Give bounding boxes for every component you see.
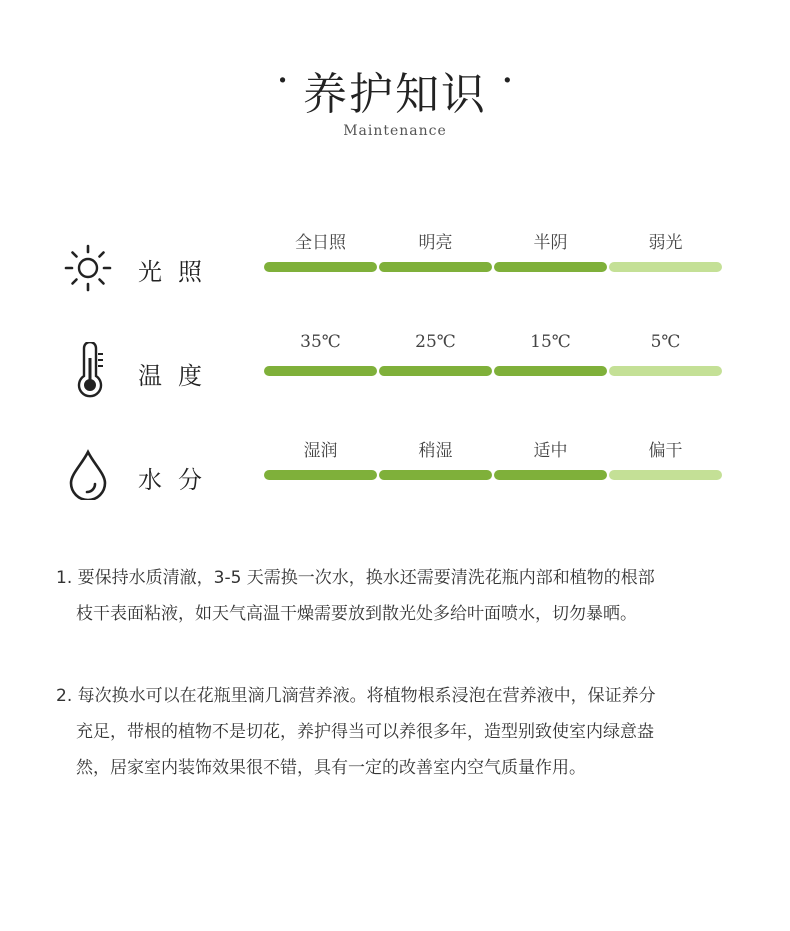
- level-bar: [264, 470, 377, 480]
- water-drop-icon: [62, 448, 114, 500]
- level-label: 5℃: [650, 332, 681, 352]
- level-label: 明亮: [418, 233, 453, 253]
- level-bar: [609, 366, 722, 376]
- care-row-temperature: [0, 332, 790, 412]
- level-bar: [264, 262, 377, 272]
- title-dot-right: ·: [501, 58, 514, 104]
- level-label: 35℃: [300, 332, 341, 352]
- care-row-label: 温度: [138, 362, 218, 390]
- care-note-2: [56, 678, 746, 786]
- level-label: 15℃: [530, 332, 571, 352]
- title-dot-left: ·: [276, 58, 289, 104]
- level-label: 适中: [533, 441, 568, 461]
- title-row: [0, 58, 790, 122]
- care-row-label: 水分: [138, 466, 218, 494]
- level-label: 湿润: [303, 441, 338, 461]
- level-label: 半阴: [533, 233, 568, 253]
- care-row-light: [0, 228, 790, 308]
- note-line: 充足，带根的植物不是切花，养护得当可以养很多年，造型别致使室内绿意盎: [76, 722, 654, 742]
- level-label: 稍湿: [418, 441, 453, 461]
- level-bar: [494, 262, 607, 272]
- level-bar: [494, 470, 607, 480]
- note-line: 然，居家室内装饰效果很不错，具有一定的改善室内空气质量作用。: [76, 758, 586, 778]
- level-bar: [379, 262, 492, 272]
- level-bar: [609, 262, 722, 272]
- level-label: 25℃: [415, 332, 456, 352]
- level-bar: [264, 366, 377, 376]
- level-label: 偏干: [648, 441, 683, 461]
- level-bar: [609, 470, 722, 480]
- page-title: 养护知识: [303, 69, 487, 120]
- care-note-1: [56, 560, 746, 632]
- level-bar: [379, 366, 492, 376]
- note-line: 1. 要保持水质清澈，3-5 天需换一次水，换水还需要清洗花瓶内部和植物的根部: [56, 568, 655, 588]
- level-bar: [379, 470, 492, 480]
- page-subtitle: Maintenance: [343, 123, 447, 139]
- level-label: 全日照: [295, 233, 346, 253]
- level-label: 弱光: [648, 233, 683, 253]
- note-line: 2. 每次换水可以在花瓶里滴几滴营养液。将植物根系浸泡在营养液中，保证养分: [56, 686, 656, 706]
- care-row-water: [0, 436, 790, 516]
- care-row-label: 光照: [138, 258, 218, 286]
- sun-icon: [62, 242, 114, 294]
- note-line: 枝干表面粘液，如天气高温干燥需要放到散光处多给叶面喷水，切勿暴晒。: [76, 604, 637, 624]
- thermometer-icon: [62, 342, 114, 394]
- level-bar: [494, 366, 607, 376]
